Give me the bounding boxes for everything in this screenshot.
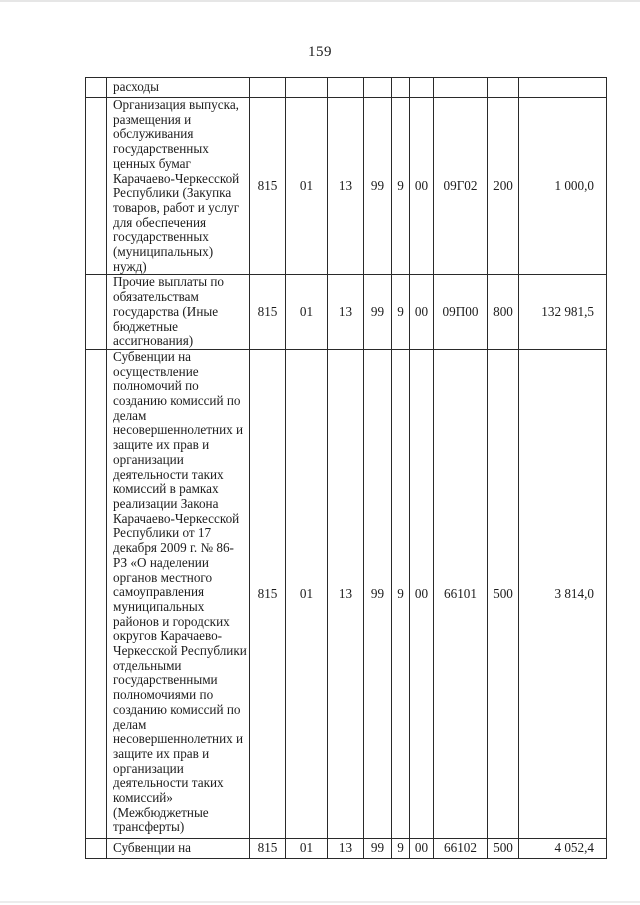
scan-artifact-bottom [0,901,640,903]
direction-code-cell: 66101 [434,349,488,838]
row-marker-cell [86,78,107,98]
subsection-code-cell [328,78,364,98]
main-activity-code-cell: 00 [410,98,434,275]
section-code-cell: 01 [286,98,328,275]
section-code-cell: 01 [286,349,328,838]
table-row [86,349,607,838]
main-activity-code-cell: 00 [410,349,434,838]
table-row [86,838,607,858]
description-cell: Субвенции на осуществление полномочий по созданию комиссий по делам несовершеннолетних и защите их прав и организации деятельности таких комиссий в рамках реализации Закона Карачаево-Черкесской Республики от 17 декабря 2009 г. № 86-РЗ «О наделении органов местного самоуправления муниципальных районов и городских округов Карачаево-Черкесской Республики отдельными государственными полномочиями по созданию комиссий по делам несовершеннолетних и защите их прав и организации деятельности таких комиссий» (Межбюджетные трансферты) [107,349,250,838]
program-code-cell: 99 [364,349,392,838]
subsection-code-cell: 13 [328,275,364,350]
row-marker-cell [86,275,107,350]
row-marker-cell [86,838,107,858]
direction-code-cell: 66102 [434,838,488,858]
program-code-cell [364,78,392,98]
expense-type-cell: 800 [488,275,519,350]
program-code-cell: 99 [364,838,392,858]
subprogram-code-cell: 9 [392,838,410,858]
table-row [86,275,607,350]
expense-type-cell: 500 [488,349,519,838]
subsection-code-cell: 13 [328,98,364,275]
amount-cell: 3 814,0 [519,349,607,838]
description-cell: Субвенции на [107,838,250,858]
ministry-code-cell: 815 [250,838,286,858]
description-cell: расходы [107,78,250,98]
ministry-code-cell [250,78,286,98]
subprogram-code-cell: 9 [392,275,410,350]
expense-type-cell: 500 [488,838,519,858]
row-marker-cell [86,349,107,838]
section-code-cell [286,78,328,98]
expense-type-cell [488,78,519,98]
main-activity-code-cell [410,78,434,98]
amount-cell: 4 052,4 [519,838,607,858]
direction-code-cell: 09Г02 [434,98,488,275]
table-row [86,98,607,275]
amount-cell: 1 000,0 [519,98,607,275]
budget-table [85,77,607,859]
section-code-cell: 01 [286,838,328,858]
direction-code-cell: 09П00 [434,275,488,350]
ministry-code-cell: 815 [250,349,286,838]
description-cell: Прочие выплаты по обязательствам государства (Иные бюджетные ассигнования) [107,275,250,350]
program-code-cell: 99 [364,98,392,275]
subprogram-code-cell: 9 [392,98,410,275]
table-row [86,78,607,98]
program-code-cell: 99 [364,275,392,350]
amount-cell: 132 981,5 [519,275,607,350]
row-marker-cell [86,98,107,275]
section-code-cell: 01 [286,275,328,350]
main-activity-code-cell: 00 [410,275,434,350]
direction-code-cell [434,78,488,98]
page-number: 159 [308,44,332,60]
description-cell: Организация выпуска, размещения и обслуживания государственных ценных бумаг Карачаево-Черкесской Республики (Закупка товаров, работ и услуг для обеспечения государственных (муниципальных) нужд) [107,98,250,275]
subsection-code-cell: 13 [328,838,364,858]
subprogram-code-cell: 9 [392,349,410,838]
subprogram-code-cell [392,78,410,98]
ministry-code-cell: 815 [250,98,286,275]
ministry-code-cell: 815 [250,275,286,350]
amount-cell [519,78,607,98]
subsection-code-cell: 13 [328,349,364,838]
scan-artifact-top [0,0,640,2]
expense-type-cell: 200 [488,98,519,275]
main-activity-code-cell: 00 [410,838,434,858]
